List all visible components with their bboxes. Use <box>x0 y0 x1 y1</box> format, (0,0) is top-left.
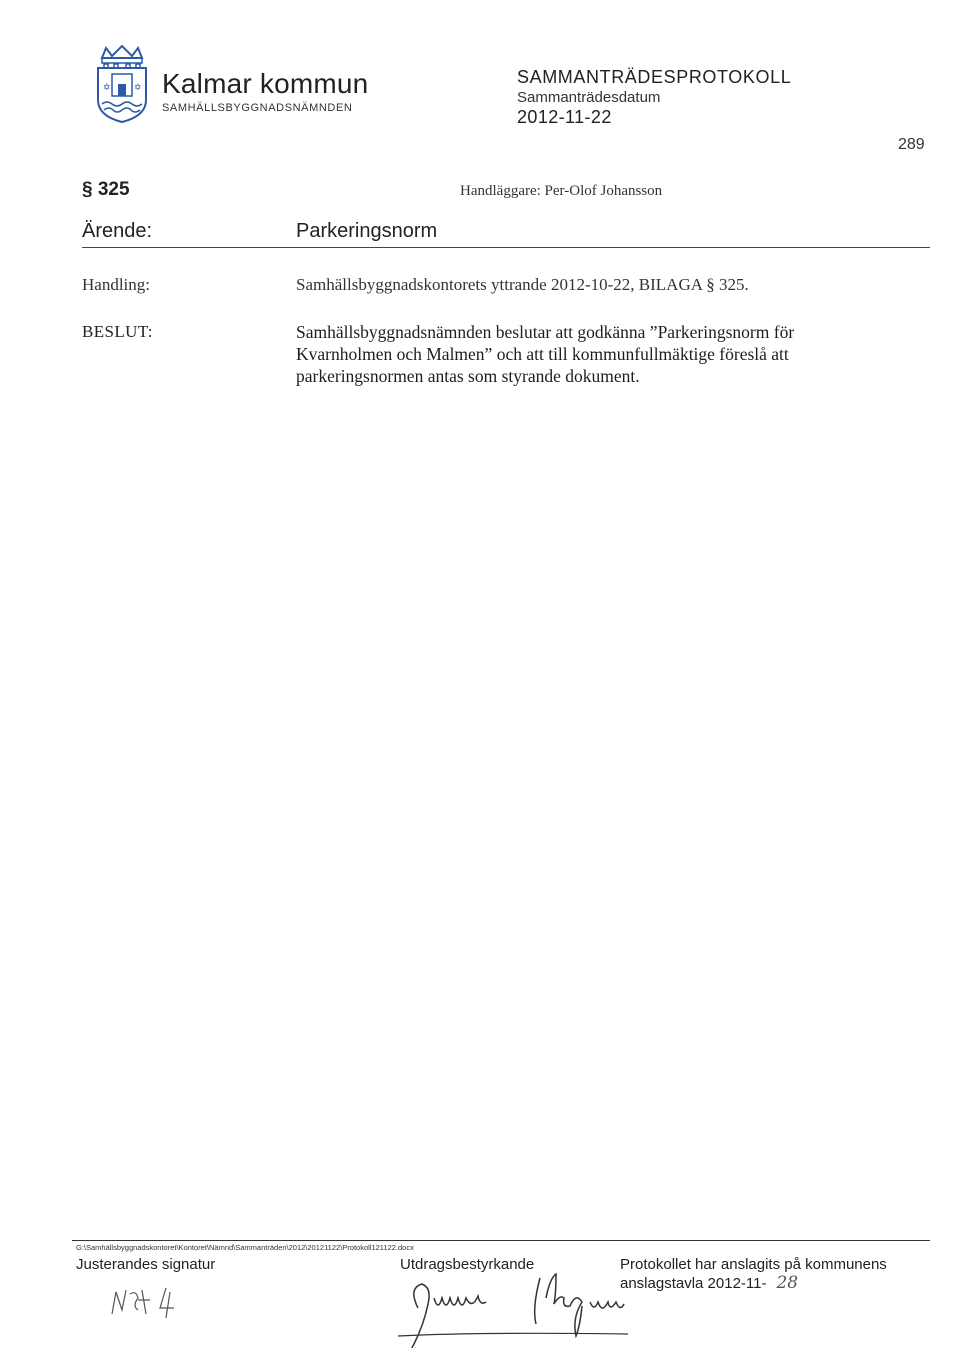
handwritten-day: 28 <box>776 1273 799 1293</box>
case-handler: Handläggare: Per-Olof Johansson <box>460 183 663 199</box>
initials-signature-icon <box>108 1280 188 1330</box>
protokoll-date-prefix: anslagstavla 2012-11- <box>620 1275 767 1292</box>
organization-subtitle: SAMHÄLLSBYGGNADSNÄMNDEN <box>162 102 353 114</box>
page-number: 289 <box>898 136 925 153</box>
kalmar-crest-logo <box>92 44 152 124</box>
beslut-text <box>296 321 916 387</box>
beslut-line: parkeringsnormen antas som styrande dokument. <box>296 366 640 386</box>
justerandes-signatur-label: Justerandes signatur <box>76 1256 216 1273</box>
svg-text:✡: ✡ <box>134 83 142 93</box>
file-path: G:\Samhällsbyggnadskontoret\Kontoret\Nämnd\Sammanträden\2012\20121122\Protokoll121122.docx <box>76 1243 414 1252</box>
beslut-label: BESLUT: <box>82 322 153 341</box>
beslut-line: Samhällsbyggnadsnämnden beslutar att godkänna ”Parkeringsnorm för <box>296 322 795 342</box>
arende-title: Parkeringsnorm <box>296 220 438 242</box>
utdragsbestyrkande-label: Utdragsbestyrkande <box>400 1256 535 1273</box>
svg-text:✡: ✡ <box>103 83 111 93</box>
arende-label: Ärende: <box>82 220 153 242</box>
meeting-date-value: 2012-11-22 <box>517 107 612 127</box>
handling-text: Samhällsbyggnadskontorets yttrande 2012-10-22, BILAGA § 325. <box>296 275 749 294</box>
handling-label: Handling: <box>82 275 150 294</box>
document-type: SAMMANTRÄDESPROTOKOLL <box>517 67 792 87</box>
meeting-date-label: Sammanträdesdatum <box>517 89 661 106</box>
organization-name: Kalmar kommun <box>162 68 369 99</box>
paragraph-number: § 325 <box>82 179 130 200</box>
beslut-line: Kvarnholmen och Malmen” och att till kommunfullmäktige föreslå att <box>296 344 789 364</box>
footer-divider <box>72 1240 930 1241</box>
arende-divider <box>82 247 930 248</box>
protokoll-line: Protokollet har anslagits på kommunens <box>620 1256 887 1273</box>
main-signature-icon <box>390 1268 670 1348</box>
